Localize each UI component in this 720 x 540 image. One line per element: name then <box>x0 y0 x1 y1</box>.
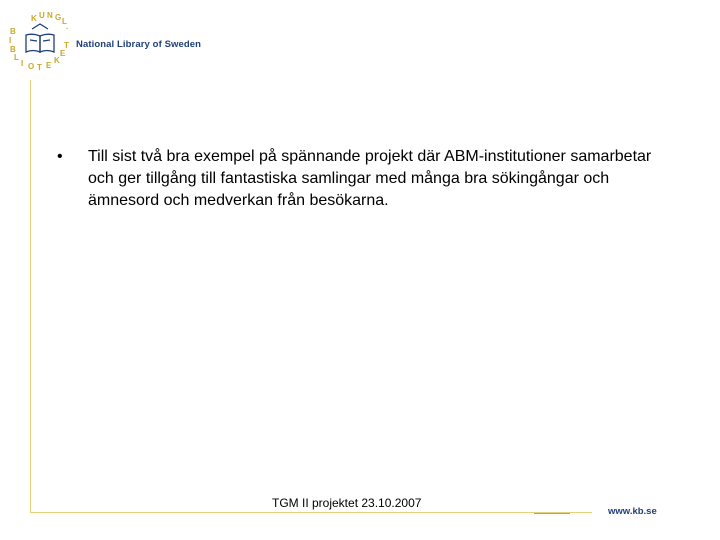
bottom-rule-accent <box>534 513 570 514</box>
bottom-rule <box>30 512 592 513</box>
library-seal-icon <box>4 10 76 72</box>
svg-text:L: L <box>62 17 67 26</box>
svg-text:U: U <box>39 11 45 20</box>
bullet-marker: • <box>57 148 63 165</box>
footer-caption: TGM II projektet 23.10.2007 <box>272 496 422 510</box>
svg-text:G: G <box>55 13 62 22</box>
svg-text:K: K <box>54 56 60 65</box>
svg-text:T: T <box>37 63 42 72</box>
svg-text:E: E <box>46 61 52 70</box>
website-link[interactable]: www.kb.se <box>608 506 657 517</box>
svg-text:E: E <box>60 49 66 58</box>
svg-text:·: · <box>66 24 69 33</box>
svg-text:L: L <box>14 53 19 62</box>
svg-text:T: T <box>64 41 69 50</box>
svg-text:B: B <box>10 27 16 36</box>
svg-text:B: B <box>10 45 16 54</box>
svg-text:O: O <box>28 62 35 71</box>
library-name: National Library of Sweden <box>76 39 202 50</box>
svg-text:N: N <box>47 11 53 20</box>
svg-text:I: I <box>21 59 24 68</box>
left-rule <box>30 80 31 512</box>
svg-text:K: K <box>31 14 37 23</box>
bullet-text: Till sist två bra exempel på spännande projekt där ABM-institutioner samarbetar och ger tillgång till fantastiska samlingar med många bra sökingångar och ämnesord och medverkan från besökarna. <box>88 148 652 209</box>
svg-text:I: I <box>9 36 12 45</box>
library-logo <box>4 10 200 72</box>
